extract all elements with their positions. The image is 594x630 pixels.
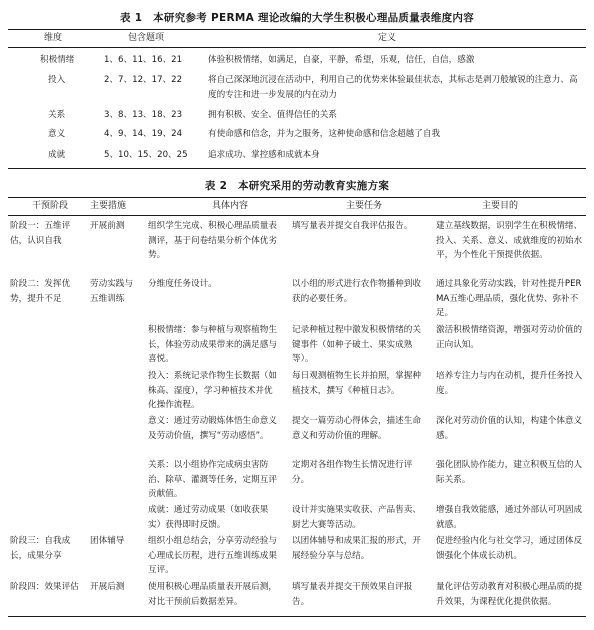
task-cell: 记录种植过程中激发积极情绪的关键事件（如种子破土、果实成熟等）。 bbox=[292, 325, 421, 364]
table1-header-rule bbox=[8, 47, 586, 48]
task-cell: 每日观测植物生长并拍照，掌握种植技术，撰写《种植日志》。 bbox=[292, 371, 421, 396]
goal-cell: 促进经验内化与社交学习，通过团体反馈强化个体成长动机。 bbox=[436, 536, 583, 561]
definition-text: 拥有积极、安全、值得信任的关系 bbox=[208, 110, 337, 120]
content-cell: 分维度任务设计。 bbox=[148, 279, 217, 289]
dimension-label: 积极情绪 bbox=[40, 55, 75, 65]
table2-header-measure: 主要措施 bbox=[90, 201, 127, 211]
dimension-label: 投入 bbox=[48, 75, 66, 85]
definition-text: 体验积极情绪，如满足，自豪，平静，希望，乐观，信任，自信，感激 bbox=[208, 55, 475, 65]
measure-cell: 开展后测 bbox=[90, 582, 125, 592]
task-cell: 定期对各组作物生长情况进行评分。 bbox=[292, 460, 413, 485]
table2-header-rule bbox=[8, 215, 586, 216]
content-cell: 积极情绪：参与种植与观察植物生长，体验劳动成果带来的满足感与喜悦。 bbox=[148, 325, 277, 364]
measure-cell: 开展前测 bbox=[90, 221, 125, 231]
goal-cell: 建立基线数据，识别学生在积极情绪、投入、关系、意义、成就维度的初始水平，为个性化干预提供依据。 bbox=[436, 221, 583, 260]
content-cell: 投入：系统记录作物生长数据（如株高、湿度），学习种植技术并优化操作流程。 bbox=[148, 371, 277, 410]
measure-cell: 劳动实践与五维训练 bbox=[90, 279, 133, 304]
content-cell: 成就：通过劳动成果（如收获果实）获得即时反馈。 bbox=[148, 505, 269, 530]
table1-header-definition: 定义 bbox=[378, 33, 397, 43]
goal-cell: 增强自我效能感，通过外部认可巩固成就感。 bbox=[436, 505, 583, 530]
stage-cell: 阶段二：发挥优势，提升不足 bbox=[10, 279, 71, 304]
stage-cell: 阶段四：效果评估 bbox=[10, 582, 79, 592]
dimension-label: 关系 bbox=[48, 110, 66, 120]
table1-top-rule bbox=[8, 29, 586, 30]
content-cell: 关系：以小组协作完成病虫害防治、除草、灌溉等任务，定期互评贡献值。 bbox=[148, 460, 277, 499]
goal-cell: 深化对劳动价值的认知，构建个体意义感。 bbox=[436, 416, 583, 441]
table1-caption: 表 1 本研究参考 PERMA 理论改编的大学生积极心理品质量表维度内容 bbox=[119, 12, 475, 24]
table2-header-task: 主要任务 bbox=[346, 201, 383, 211]
task-cell: 以小组的形式进行农作物播种到收获的必要任务。 bbox=[292, 279, 421, 304]
task-cell: 设计并实施果实收获、产品售卖、厨艺大赛等活动。 bbox=[292, 505, 421, 530]
item-numbers: 1、6、11、16、21 bbox=[104, 55, 183, 65]
measure-cell: 团体辅导 bbox=[90, 536, 125, 546]
item-numbers: 2、7、12、17、22 bbox=[104, 75, 183, 85]
goal-cell: 激活积极情绪资源，增强对劳动价值的正向认知。 bbox=[436, 325, 583, 350]
item-numbers: 4、9、14、19、24 bbox=[104, 129, 183, 139]
task-cell: 填写量表并提交自我评估报告。 bbox=[292, 221, 413, 231]
table2-caption: 表 2 本研究采用的劳动教育实施方案 bbox=[204, 180, 390, 192]
content-cell: 意义：通过劳动锻炼体悟生命意义及劳动价值，撰写“劳动感悟”。 bbox=[148, 416, 277, 441]
task-cell: 以团体辅导和成果汇报的形式，开展经验分享与总结。 bbox=[292, 536, 421, 561]
content-cell: 组织小组总结会，分享劳动经验与心理成长历程，进行五维训练成果互评。 bbox=[148, 536, 277, 575]
table2-header-stage: 干预阶段 bbox=[32, 201, 69, 211]
goal-cell: 强化团队协作能力，建立积极互信的人际关系。 bbox=[436, 460, 583, 485]
table2-bottom-rule bbox=[8, 616, 586, 617]
stage-cell: 阶段一：五维评估，认识自我 bbox=[10, 221, 71, 246]
goal-cell: 培养专注力与内在动机，提升任务投入度。 bbox=[436, 371, 583, 396]
dimension-label: 意义 bbox=[48, 129, 66, 139]
goal-cell: 通过具象化劳动实践，针对性提升PERMA五维心理品质，强化优势、弥补不足。 bbox=[436, 279, 582, 318]
goal-cell: 量化评估劳动教育对积极心理品质的提升效果，为课程优化提供依据。 bbox=[436, 582, 583, 607]
dimension-label: 成就 bbox=[48, 150, 66, 160]
definition-text: 追求成功、掌控感和成就本身 bbox=[208, 150, 320, 160]
stage-cell: 阶段三：自我成长，成果分享 bbox=[10, 536, 71, 561]
content-cell: 使用积极心理品质量表开展后测，对比干预前后数据差异。 bbox=[148, 582, 277, 607]
table2-header-content: 具体内容 bbox=[212, 201, 249, 211]
table2-header-goal: 主要目的 bbox=[482, 201, 519, 211]
table1-bottom-rule bbox=[8, 168, 586, 169]
item-numbers: 5、10、15、20、25 bbox=[104, 150, 188, 160]
table1-header-dimension: 维度 bbox=[44, 33, 63, 43]
task-cell: 提交一篇劳动心得体会，描述生命意义和劳动价值的理解。 bbox=[292, 416, 421, 441]
item-numbers: 3、8、13、18、23 bbox=[104, 110, 183, 120]
table1-header-items: 包含题项 bbox=[128, 33, 165, 43]
definition-text: 有使命感和信念，并为之服务，这种使命感和信念超越了自我 bbox=[208, 129, 441, 139]
task-cell: 填写量表并提交干预效果自评报告。 bbox=[292, 582, 413, 607]
content-cell: 组织学生完成、积极心理品质量表测评，基于问卷结果分析个体优劣势。 bbox=[148, 221, 277, 260]
definition-text: 将自己深深地沉浸在活动中，利用自己的优势来体验最佳状态，其标志是剥刀般敏锐的注意力、高度的专注和进一步发展的内在动力 bbox=[208, 75, 578, 100]
